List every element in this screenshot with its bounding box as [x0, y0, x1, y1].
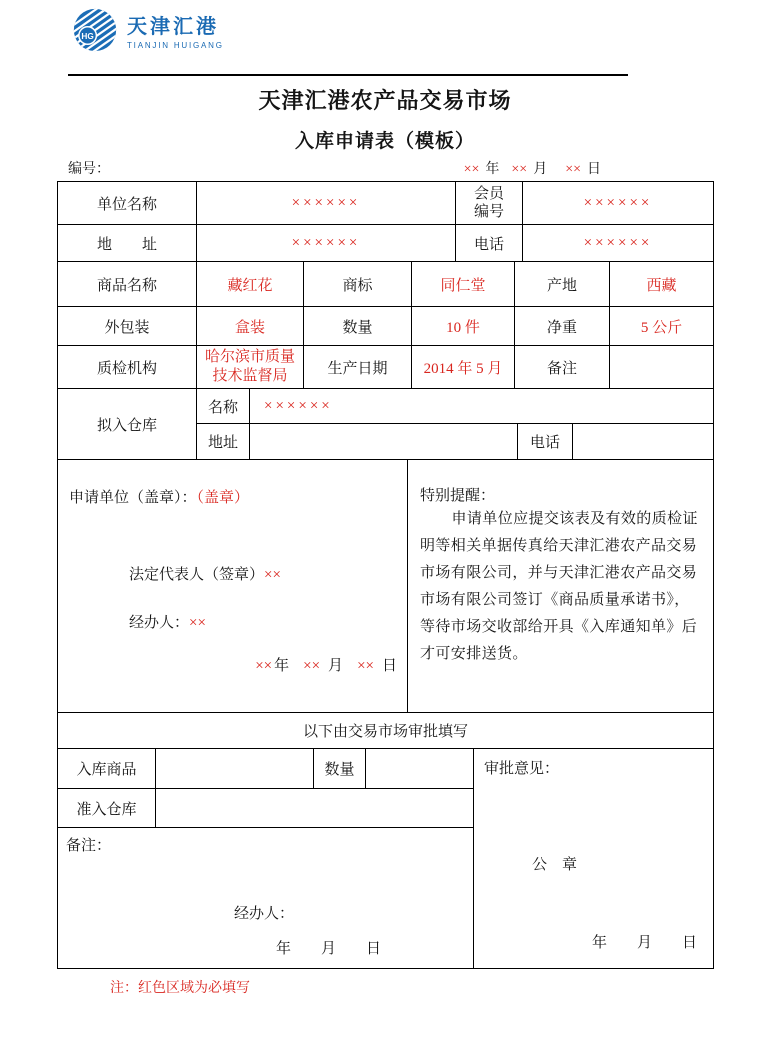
logo — [72, 7, 224, 53]
remark-row — [58, 828, 474, 969]
approval-qty-label: 数量 — [314, 749, 366, 789]
applicant-month-unit: 月 — [328, 658, 344, 674]
logo-text — [127, 10, 224, 50]
applicant-cell — [58, 460, 408, 713]
official-seal-text: 公 章 — [532, 857, 578, 873]
page-subtitle: 入库申请表（模板） — [294, 131, 475, 152]
row-approval-body — [58, 749, 714, 969]
address-label: 地 址 — [58, 225, 197, 262]
applicant-seal-field[interactable]: （盖章） — [196, 490, 250, 506]
phone-field[interactable]: ×××××× — [523, 225, 714, 262]
approval-header: 以下由交易市场审批填写 — [58, 713, 714, 749]
remark-label: 备注： — [66, 838, 112, 854]
row-unit — [58, 182, 714, 225]
warehouse-addr-label: 地址 — [197, 424, 250, 460]
logo-globe-icon — [72, 7, 118, 53]
applicant-year-unit: 年 — [274, 658, 290, 674]
serial-label: 编号： — [68, 162, 110, 177]
note-label: 备注 — [515, 346, 610, 389]
opinion-label: 审批意见： — [484, 761, 560, 777]
origin-field[interactable]: 西藏 — [610, 262, 714, 307]
member-no-label-lines — [474, 185, 504, 221]
row-applicant — [58, 460, 714, 713]
member-no-label-line2: 编号 — [473, 204, 504, 220]
header-divider — [68, 74, 628, 76]
package-label: 外包装 — [58, 307, 197, 346]
applicant-seal-label: 申请单位（盖章）： — [69, 490, 197, 506]
quantity-label: 数量 — [304, 307, 412, 346]
unit-name-field[interactable]: ×××××× — [197, 182, 456, 225]
member-no-field[interactable]: ×××××× — [523, 182, 714, 225]
serial-year-value[interactable]: ×× — [463, 162, 480, 177]
remark-cell[interactable] — [58, 828, 474, 969]
serial-row — [57, 158, 713, 178]
warehouse-phone-label: 电话 — [518, 424, 573, 460]
warehouse-name-row — [197, 389, 714, 424]
applicant-seal-line — [69, 486, 401, 507]
unit-name-label: 单位名称 — [58, 182, 197, 225]
serial-month-value[interactable]: ×× — [511, 162, 528, 177]
applicant-day-unit: 日 — [381, 658, 397, 674]
handler-field[interactable]: ×× — [189, 615, 206, 631]
row-qc — [58, 346, 714, 389]
serial-date[interactable] — [464, 158, 601, 178]
product-name-label: 商品名称 — [58, 262, 197, 307]
package-field[interactable]: 盒装 — [197, 307, 304, 346]
row-address — [58, 225, 714, 262]
serial-day-unit: 日 — [587, 162, 601, 177]
net-weight-label: 净重 — [515, 307, 610, 346]
admitted-warehouse-label: 准入仓库 — [58, 789, 156, 828]
stored-goods-field[interactable] — [156, 749, 314, 789]
page-title: 天津汇港农产品交易市场 — [258, 88, 512, 113]
approval-qty-field[interactable] — [366, 749, 474, 789]
applicant-year-value[interactable]: ×× — [255, 658, 273, 674]
warehouse-label: 拟入仓库 — [58, 389, 197, 460]
quantity-field[interactable]: 10 件 — [412, 307, 515, 346]
row-warehouse — [58, 389, 714, 460]
trademark-label: 商标 — [304, 262, 412, 307]
reminder-body: 申请单位应提交该表及有效的质检证明等相关单据传真给天津汇港农产品交易市场有限公司，并与天津汇港农产品交易市场有限公司签订《商品质量承诺书》，等待市场交收部给开具《入库通知单》后才可安排送货。 — [420, 511, 698, 662]
brand-name-cn: 天津汇港 — [127, 16, 219, 38]
reminder-cell — [408, 460, 714, 713]
legal-rep-field[interactable]: ×× — [264, 567, 281, 583]
warehouse-name-label: 名称 — [197, 389, 250, 424]
serial-day-value[interactable]: ×× — [565, 162, 581, 177]
remark-handler-label: 经办人： — [234, 906, 295, 922]
handler-line — [129, 611, 401, 632]
reminder-title: 特别提醒： — [420, 488, 496, 504]
production-date-label: 生产日期 — [304, 346, 412, 389]
stored-goods-row — [58, 749, 474, 789]
applicant-date-line[interactable] — [69, 654, 397, 675]
row-package — [58, 307, 714, 346]
warehouse-addr-row — [197, 424, 714, 460]
applicant-month-value[interactable]: ×× — [303, 658, 321, 674]
warehouse-addr-field[interactable] — [250, 424, 518, 460]
opinion-cell[interactable] — [474, 749, 714, 969]
phone-label: 电话 — [456, 225, 523, 262]
row-approval-header — [58, 713, 714, 749]
required-note: 注：红色区域为必填写 — [110, 981, 250, 996]
row-product-name — [58, 262, 714, 307]
qc-agency-field[interactable]: 哈尔滨市质量技术监督局 — [197, 346, 304, 389]
warehouse-subgrid — [197, 389, 714, 460]
warehouse-name-field[interactable]: ×××××× — [250, 389, 714, 424]
brand-name-en: TIANJIN HUIGANG — [127, 41, 224, 50]
origin-label: 产地 — [515, 262, 610, 307]
approval-left — [58, 749, 474, 969]
legal-rep-label: 法定代表人（签章） — [129, 567, 265, 583]
trademark-field[interactable]: 同仁堂 — [412, 262, 515, 307]
serial-year-unit: 年 — [485, 162, 500, 177]
admitted-warehouse-field[interactable] — [156, 789, 474, 828]
application-form-table — [57, 181, 714, 969]
admitted-warehouse-row — [58, 789, 474, 828]
production-date-field[interactable]: 2014 年 5 月 — [412, 346, 515, 389]
net-weight-field[interactable]: 5 公斤 — [610, 307, 714, 346]
member-no-label — [456, 182, 523, 225]
logo-badge-text: HG — [81, 32, 94, 42]
applicant-day-value[interactable]: ×× — [357, 658, 374, 674]
stored-goods-label: 入库商品 — [58, 749, 156, 789]
note-field[interactable] — [610, 346, 714, 389]
opinion-date-blank: 年 月 日 — [591, 935, 697, 951]
legal-rep-line — [129, 563, 401, 584]
product-name-field[interactable]: 藏红花 — [197, 262, 304, 307]
remark-date-blank: 年 月 日 — [275, 941, 381, 957]
address-field[interactable]: ×××××× — [197, 225, 456, 262]
qc-agency-label: 质检机构 — [58, 346, 197, 389]
handler-label: 经办人： — [129, 615, 190, 631]
serial-month-unit: 月 — [533, 162, 548, 177]
warehouse-phone-field[interactable] — [573, 424, 714, 460]
member-no-label-line1: 会员 — [473, 186, 504, 202]
